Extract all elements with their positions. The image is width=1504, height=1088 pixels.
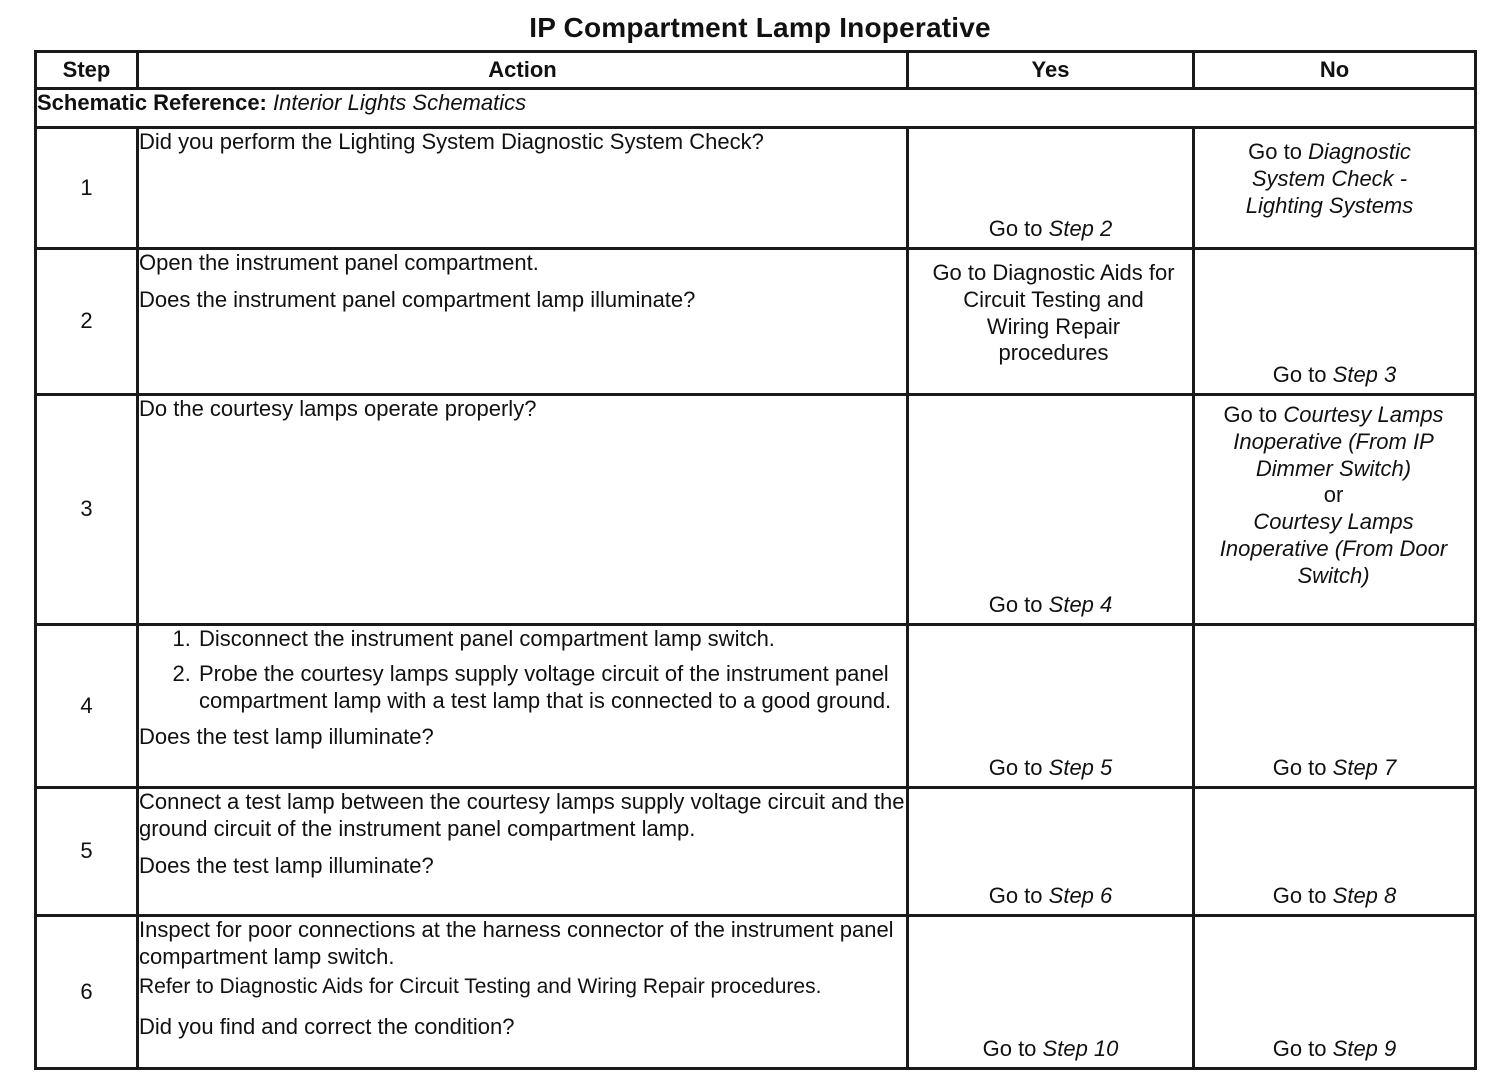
action-text: Open the instrument panel compartment. — [139, 250, 539, 275]
no-link[interactable]: Step 7 — [1332, 755, 1397, 781]
action-text: Connect a test lamp between the courtesy lamps supply voltage circuit and the ground circuit of the instrument panel compartment lamp. — [139, 789, 905, 841]
yes-cell — [908, 249, 1194, 395]
no-link[interactable]: Step 3 — [1332, 362, 1397, 388]
yes-prefix: Go to — [988, 883, 1043, 909]
no-link-door[interactable]: Courtesy Lamps Inoperative (From Door Switch) — [1219, 509, 1448, 588]
action-text: Did you perform the Lighting System Diagnostic System Check? — [139, 129, 764, 154]
no-prefix: Go to — [1272, 362, 1327, 388]
action-cell — [138, 625, 908, 788]
table-row — [36, 249, 1476, 395]
no-prefix: Go to — [1272, 755, 1327, 781]
list-item: 1. Disconnect the instrument panel compartment lamp switch. — [197, 626, 906, 653]
list-item: 2. Probe the courtesy lamps supply voltage circuit of the instrument panel compartment lamp with a test lamp that is connected to a good ground. — [197, 661, 906, 715]
yes-prefix: Go to — [988, 592, 1043, 618]
action-question: Does the instrument panel compartment lamp illuminate? — [139, 286, 696, 312]
action-list — [139, 626, 906, 714]
action-cell — [138, 128, 908, 249]
yes-prefix: Go to — [982, 1036, 1037, 1062]
header-step: Step — [36, 52, 138, 89]
no-cell — [1194, 625, 1476, 788]
action-note: Refer to Diagnostic Aids for Circuit Testing and Wiring Repair procedures. — [139, 974, 822, 998]
action-question: Did you find and correct the condition? — [139, 1013, 515, 1039]
action-cell — [138, 395, 908, 625]
yes-prefix: Go to — [988, 755, 1043, 781]
no-prefix: Go to — [1223, 402, 1278, 427]
action-text: Do the courtesy lamps operate properly? — [139, 396, 537, 421]
schematic-reference-row — [36, 89, 1476, 128]
yes-cell — [908, 916, 1194, 1069]
schematic-reference-label: Schematic Reference: — [37, 90, 267, 115]
table-row — [36, 788, 1476, 916]
header-yes: Yes — [908, 52, 1194, 89]
action-cell — [138, 249, 908, 395]
yes-link[interactable]: Step 6 — [1048, 883, 1113, 909]
page-title: IP Compartment Lamp Inoperative — [529, 12, 991, 43]
yes-cell — [908, 395, 1194, 625]
yes-cell — [908, 625, 1194, 788]
step-number: 4 — [36, 625, 138, 788]
yes-text[interactable]: Go to Diagnostic Aids for Circuit Testing and Wiring Repair procedures — [932, 260, 1175, 366]
schematic-reference-link[interactable]: Interior Lights Schematics — [273, 90, 527, 115]
step-number: 6 — [36, 916, 138, 1069]
action-question: Does the test lamp illuminate? — [139, 852, 434, 878]
table-row — [36, 128, 1476, 249]
schematic-reference — [36, 89, 1476, 128]
no-link[interactable]: Step 9 — [1332, 1036, 1397, 1062]
action-text: Inspect for poor connections at the harness connector of the instrument panel compartment lamp switch. — [139, 917, 894, 969]
no-prefix: Go to — [1272, 1036, 1327, 1062]
no-cell — [1194, 249, 1476, 395]
action-cell — [138, 916, 908, 1069]
yes-link[interactable]: Step 5 — [1048, 755, 1113, 781]
yes-link[interactable]: Step 2 — [1048, 216, 1113, 242]
header-action: Action — [138, 52, 908, 89]
step-number: 1 — [36, 128, 138, 249]
yes-link[interactable]: Step 4 — [1048, 592, 1113, 618]
or-text: or — [1323, 482, 1344, 508]
action-question: Does the test lamp illuminate? — [139, 724, 434, 750]
header-no: No — [1194, 52, 1476, 89]
diagnostic-table — [34, 50, 1477, 1070]
yes-link[interactable]: Step 10 — [1042, 1036, 1119, 1062]
step-number: 5 — [36, 788, 138, 916]
no-link-dimmer[interactable]: Courtesy Lamps Inoperative (From IP Dimmer Switch) — [1233, 402, 1444, 481]
no-cell — [1194, 128, 1476, 249]
no-link[interactable]: Step 8 — [1332, 883, 1397, 909]
no-cell — [1194, 395, 1476, 625]
no-cell — [1194, 788, 1476, 916]
no-prefix: Go to — [1272, 883, 1327, 909]
step-number: 3 — [36, 395, 138, 625]
table-row — [36, 625, 1476, 788]
yes-cell — [908, 788, 1194, 916]
table-row — [36, 395, 1476, 625]
no-cell — [1194, 916, 1476, 1069]
table-row — [36, 916, 1476, 1069]
step-number: 2 — [36, 249, 138, 395]
yes-prefix: Go to — [988, 216, 1043, 242]
action-cell — [138, 788, 908, 916]
yes-cell — [908, 128, 1194, 249]
no-link[interactable]: Diagnostic System Check - Lighting Systems — [1245, 139, 1414, 218]
header-row — [36, 52, 1476, 89]
no-prefix: Go to — [1248, 139, 1302, 164]
